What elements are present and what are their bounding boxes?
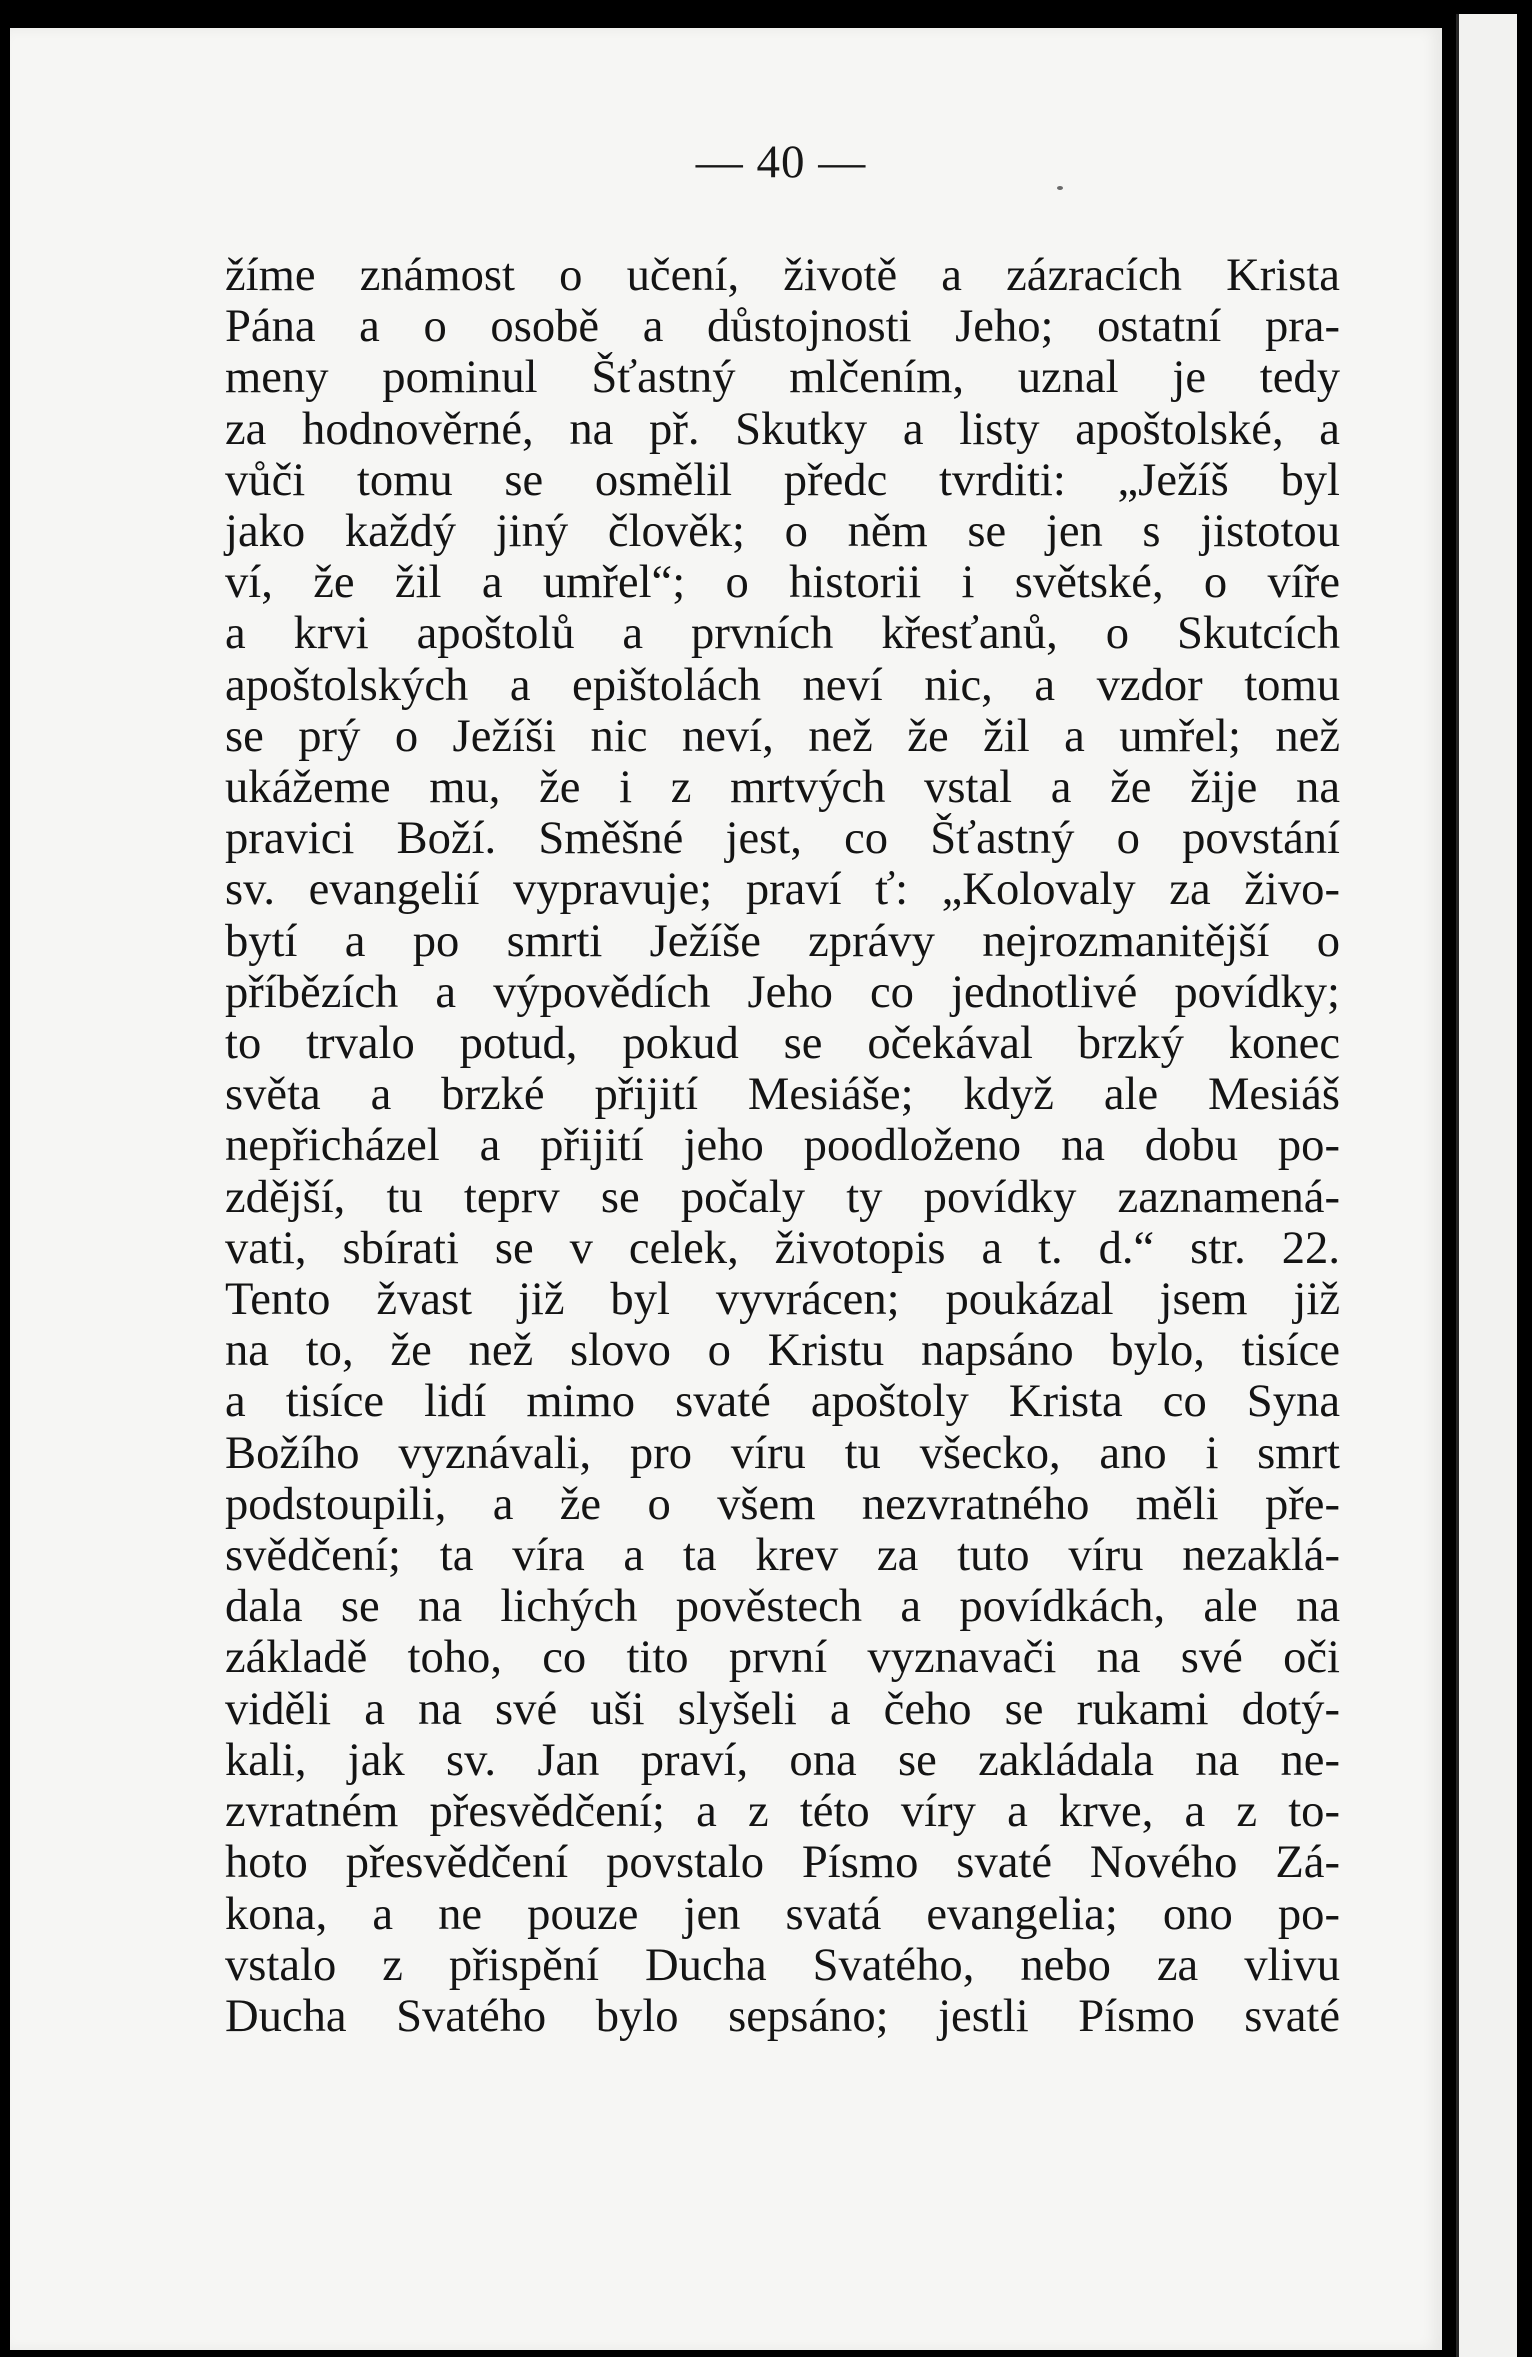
text-line: apoštolských a epištolách neví nic, a vzdor tomu — [225, 658, 1340, 711]
text-line: žíme známost o učení, životě a zázracích Krista — [225, 249, 1340, 301]
text-line: světa a brzké přijití Mesiáše; když ale Mesiáš — [225, 1068, 1340, 1121]
text-line: základě toho, co tito první vyznavači na své oči — [225, 1631, 1340, 1684]
text-line: vůči tomu se osmělil předc tvrditi: „Ježíš byl — [225, 453, 1340, 506]
text-line: kona, a ne pouze jen svatá evangelia; ono po- — [225, 1887, 1340, 1940]
text-line: Ducha Svatého bylo sepsáno; jestli Písmo svaté — [225, 1989, 1340, 2042]
text-line: zdější, tu teprv se počaly ty povídky zaznamená- — [225, 1170, 1340, 1223]
text-line: a krvi apoštolů a prvních křesťanů, o Skutcích — [225, 607, 1340, 660]
text-line: bytí a po smrti Ježíše zprávy nejrozmanitější o — [225, 914, 1340, 967]
text-line: za hodnověrné, na př. Skutky a listy apoštolské, a — [225, 402, 1340, 455]
page-number: — 40 — — [695, 136, 867, 188]
text-line: příbězích a výpovědích Jeho co jednotlivé povídky; — [225, 965, 1340, 1018]
body-text — [225, 250, 1340, 2042]
text-line: jako každý jiný člověk; o něm se jen s jistotou — [225, 505, 1340, 558]
text-line: Tento žvast již byl vyvrácen; poukázal jsem již — [225, 1273, 1340, 1326]
text-line: sv. evangelií vypravuje; praví ť: „Kolovaly za živo- — [225, 863, 1340, 916]
text-line: hoto přesvědčení povstalo Písmo svaté Nového Zá- — [225, 1836, 1340, 1889]
text-line: to trvalo potud, pokud se očekával brzký konec — [225, 1017, 1340, 1070]
text-line: vati, sbírati se v celek, životopis a t. d.“ str. 22. — [225, 1221, 1340, 1274]
text-line: viděli a na své uši slyšeli a čeho se rukami dotý- — [225, 1682, 1340, 1735]
text-line: ukážeme mu, že i z mrtvých vstal a že žije na — [225, 761, 1340, 814]
text-line: Božího vyznávali, pro víru tu všecko, ano i smrt — [225, 1426, 1340, 1479]
text-line: svědčení; ta víra a ta krev za tuto víru nezaklá- — [225, 1529, 1340, 1582]
text-line: se prý o Ježíši nic neví, než že žil a umřel; než — [225, 709, 1340, 762]
text-line: kali, jak sv. Jan praví, ona se zakládala na ne- — [225, 1733, 1340, 1786]
text-line: podstoupili, a že o všem nezvratného měli pře- — [225, 1477, 1340, 1530]
text-line: ví, že žil a umřel“; o historii i světské, o víře — [225, 556, 1340, 609]
text-line: meny pominul Šťastný mlčením, uznal je tedy — [225, 351, 1340, 404]
text-line: vstalo z přispění Ducha Svatého, nebo za vlivu — [225, 1938, 1340, 1991]
text-line: nepřicházel a přijití jeho poodloženo na dobu po- — [225, 1119, 1340, 1172]
text-line: dala se na lichých pověstech a povídkách, ale na — [225, 1580, 1340, 1633]
text-line: a tisíce lidí mimo svaté apoštoly Krista co Syna — [225, 1375, 1340, 1428]
text-line: pravici Boží. Směšné jest, co Šťastný o povstání — [225, 812, 1340, 865]
text-line: Pána a o osobě a důstojnosti Jeho; ostatní pra- — [225, 300, 1340, 353]
text-line: na to, že než slovo o Kristu napsáno bylo, tisíce — [225, 1324, 1340, 1377]
adjacent-page-edge — [1456, 14, 1517, 2357]
text-line: zvratném přesvědčení; a z této víry a krve, a z to- — [225, 1785, 1340, 1838]
